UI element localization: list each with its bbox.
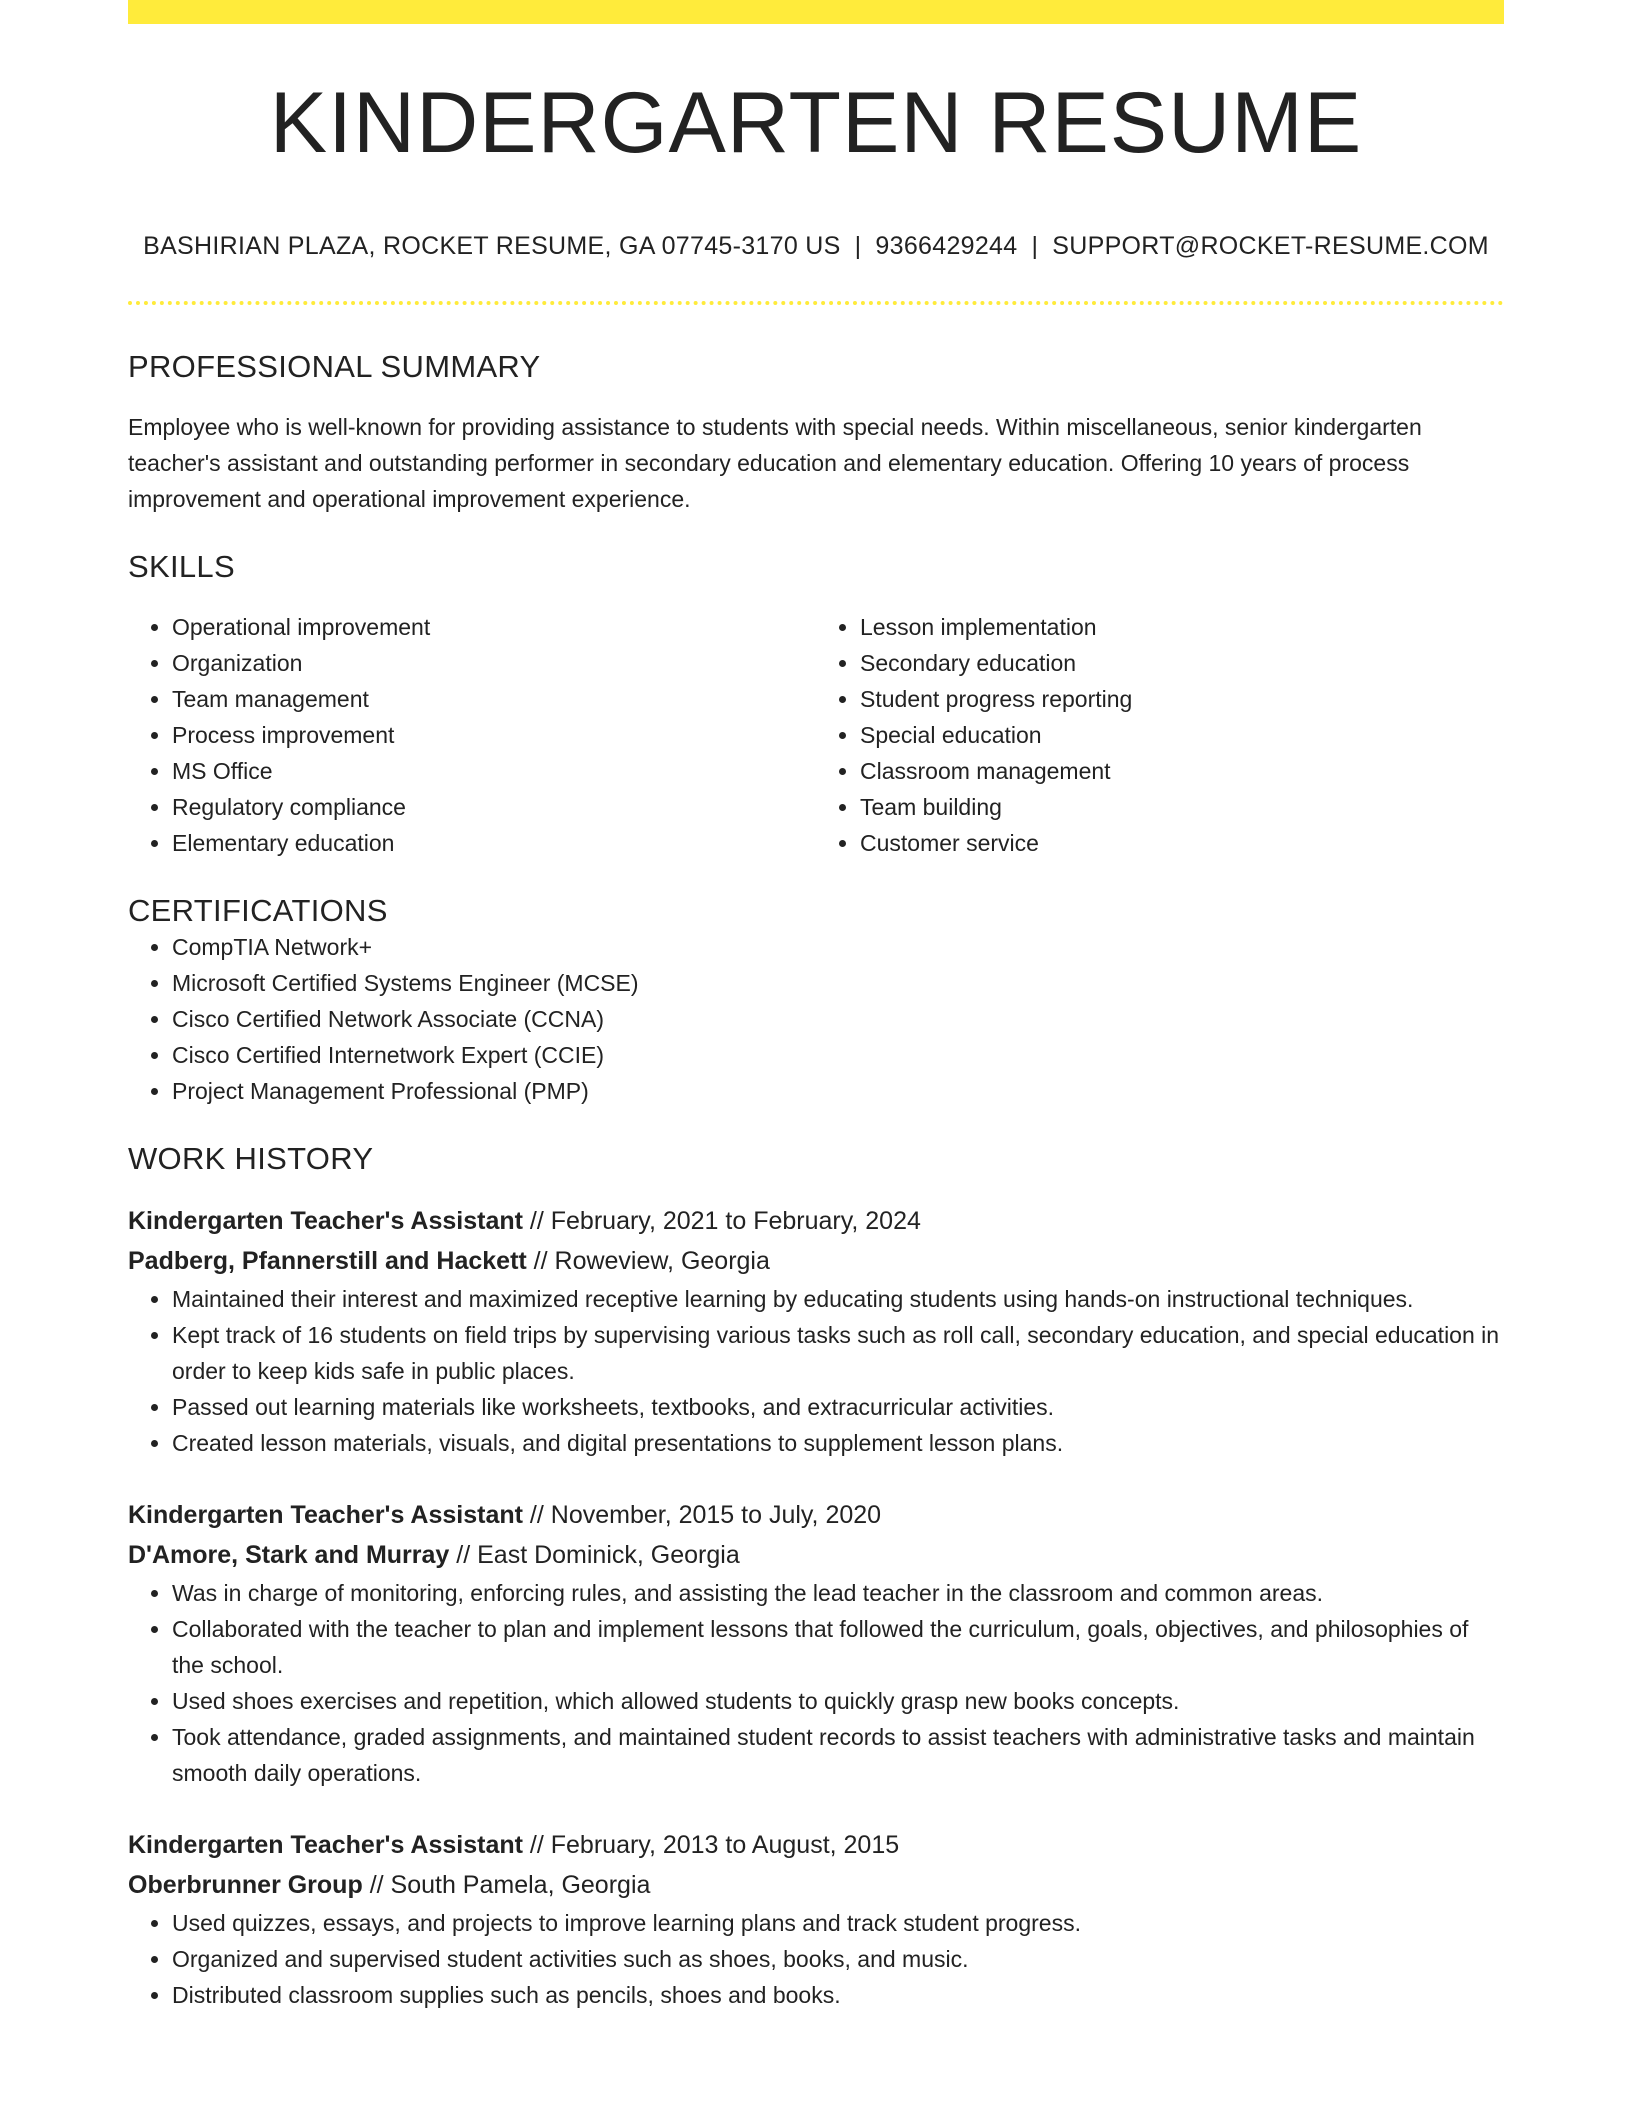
resume-title: KINDERGARTEN RESUME — [269, 75, 1363, 171]
work-history-heading: WORK HISTORY — [128, 1141, 374, 1176]
skill-item: • Organization — [172, 645, 816, 681]
job-bullet: • Kept track of 16 students on field trips by supervising various tasks such as roll call, secondary education, and special education in order to keep kids safe in public places. — [172, 1317, 1504, 1389]
job-bullet: • Used shoes exercises and repetition, which allowed students to quickly grasp new books concepts. — [172, 1683, 1504, 1719]
summary-text: Employee who is well-known for providing assistance to students with special needs. Within miscellaneous, senior kindergarten teacher's assistant and outstanding performer in secondary education and elementary education. Offering 10 years of process improvement and operational improvement experience. — [128, 414, 1422, 512]
job-location: // South Pamela, Georgia — [369, 1871, 651, 1899]
contact-phone: 9366429244 — [875, 232, 1018, 260]
skill-item: • Customer service — [860, 825, 1504, 861]
top-accent-bar — [128, 0, 1504, 24]
job-company-line — [128, 1241, 1504, 1281]
job-bullet: • Was in charge of monitoring, enforcing rules, and assisting the lead teacher in the classroom and common areas. — [172, 1575, 1504, 1611]
job-title-line — [128, 1825, 1504, 1865]
skill-item: • Regulatory compliance — [172, 789, 816, 825]
skill-item: • Secondary education — [860, 645, 1504, 681]
resume-page — [128, 0, 1504, 2013]
certification-item: • Project Management Professional (PMP) — [172, 1073, 1504, 1109]
job-role: Kindergarten Teacher's Assistant — [128, 1501, 523, 1529]
job-bullets — [128, 1905, 1504, 2013]
certifications-list — [128, 929, 1504, 1109]
job-entry — [128, 1825, 1504, 2013]
job-bullet: • Took attendance, graded assignments, and maintained student records to assist teachers with administrative tasks and maintain smooth daily operations. — [172, 1719, 1504, 1791]
certification-item: • Cisco Certified Internetwork Expert (CCIE) — [172, 1037, 1504, 1073]
job-role: Kindergarten Teacher's Assistant — [128, 1207, 523, 1235]
job-location: // Roweview, Georgia — [533, 1247, 770, 1275]
certification-item: • Cisco Certified Network Associate (CCNA) — [172, 1001, 1504, 1037]
skills-columns — [128, 609, 1504, 861]
job-location: // East Dominick, Georgia — [456, 1541, 740, 1569]
skill-item: • Student progress reporting — [860, 681, 1504, 717]
job-company-line — [128, 1535, 1504, 1575]
job-bullet: • Used quizzes, essays, and projects to improve learning plans and track student progress. — [172, 1905, 1504, 1941]
job-company: D'Amore, Stark and Murray — [128, 1541, 450, 1569]
skills-heading: SKILLS — [128, 549, 235, 584]
job-company: Padberg, Pfannerstill and Hackett — [128, 1247, 527, 1275]
skills-list-left — [128, 609, 816, 861]
skill-item: • Process improvement — [172, 717, 816, 753]
job-bullet: • Distributed classroom supplies such as pencils, shoes and books. — [172, 1977, 1504, 2013]
contact-address: BASHIRIAN PLAZA, ROCKET RESUME, GA 07745-3170 US — [143, 232, 841, 260]
skill-item: • Elementary education — [172, 825, 816, 861]
skill-item: • Operational improvement — [172, 609, 816, 645]
job-bullet: • Organized and supervised student activities such as shoes, books, and music. — [172, 1941, 1504, 1977]
contact-separator: | — [1031, 232, 1039, 260]
skill-item: • Team building — [860, 789, 1504, 825]
job-title-line — [128, 1495, 1504, 1535]
skill-item: • Lesson implementation — [860, 609, 1504, 645]
certifications-heading: CERTIFICATIONS — [128, 893, 388, 928]
skill-item: • Special education — [860, 717, 1504, 753]
contact-line — [128, 232, 1504, 261]
job-title-line — [128, 1201, 1504, 1241]
job-dates: // February, 2013 to August, 2015 — [529, 1831, 900, 1859]
job-bullet: • Collaborated with the teacher to plan and implement lessons that followed the curriculum, goals, objectives, and philosophies of the school. — [172, 1611, 1504, 1683]
job-entry — [128, 1201, 1504, 1461]
job-entry — [128, 1495, 1504, 1791]
certification-item: • Microsoft Certified Systems Engineer (MCSE) — [172, 965, 1504, 1001]
skill-item: • Team management — [172, 681, 816, 717]
job-dates: // February, 2021 to February, 2024 — [529, 1207, 921, 1235]
job-bullets — [128, 1575, 1504, 1791]
job-company: Oberbrunner Group — [128, 1871, 363, 1899]
dotted-divider — [128, 301, 1504, 305]
job-company-line — [128, 1865, 1504, 1905]
job-bullet: • Maintained their interest and maximized receptive learning by educating students using hands-on instructional techniques. — [172, 1281, 1504, 1317]
certification-item: • CompTIA Network+ — [172, 929, 1504, 965]
contact-email: SUPPORT@ROCKET-RESUME.COM — [1052, 232, 1489, 260]
contact-separator: | — [854, 232, 862, 260]
skills-list-right — [816, 609, 1504, 861]
job-bullets — [128, 1281, 1504, 1461]
job-role: Kindergarten Teacher's Assistant — [128, 1831, 523, 1859]
job-bullet: • Passed out learning materials like worksheets, textbooks, and extracurricular activities. — [172, 1389, 1504, 1425]
job-bullet: • Created lesson materials, visuals, and digital presentations to supplement lesson plans. — [172, 1425, 1504, 1461]
skill-item: • Classroom management — [860, 753, 1504, 789]
job-dates: // November, 2015 to July, 2020 — [529, 1501, 882, 1529]
summary-heading: PROFESSIONAL SUMMARY — [128, 349, 541, 384]
skill-item: • MS Office — [172, 753, 816, 789]
